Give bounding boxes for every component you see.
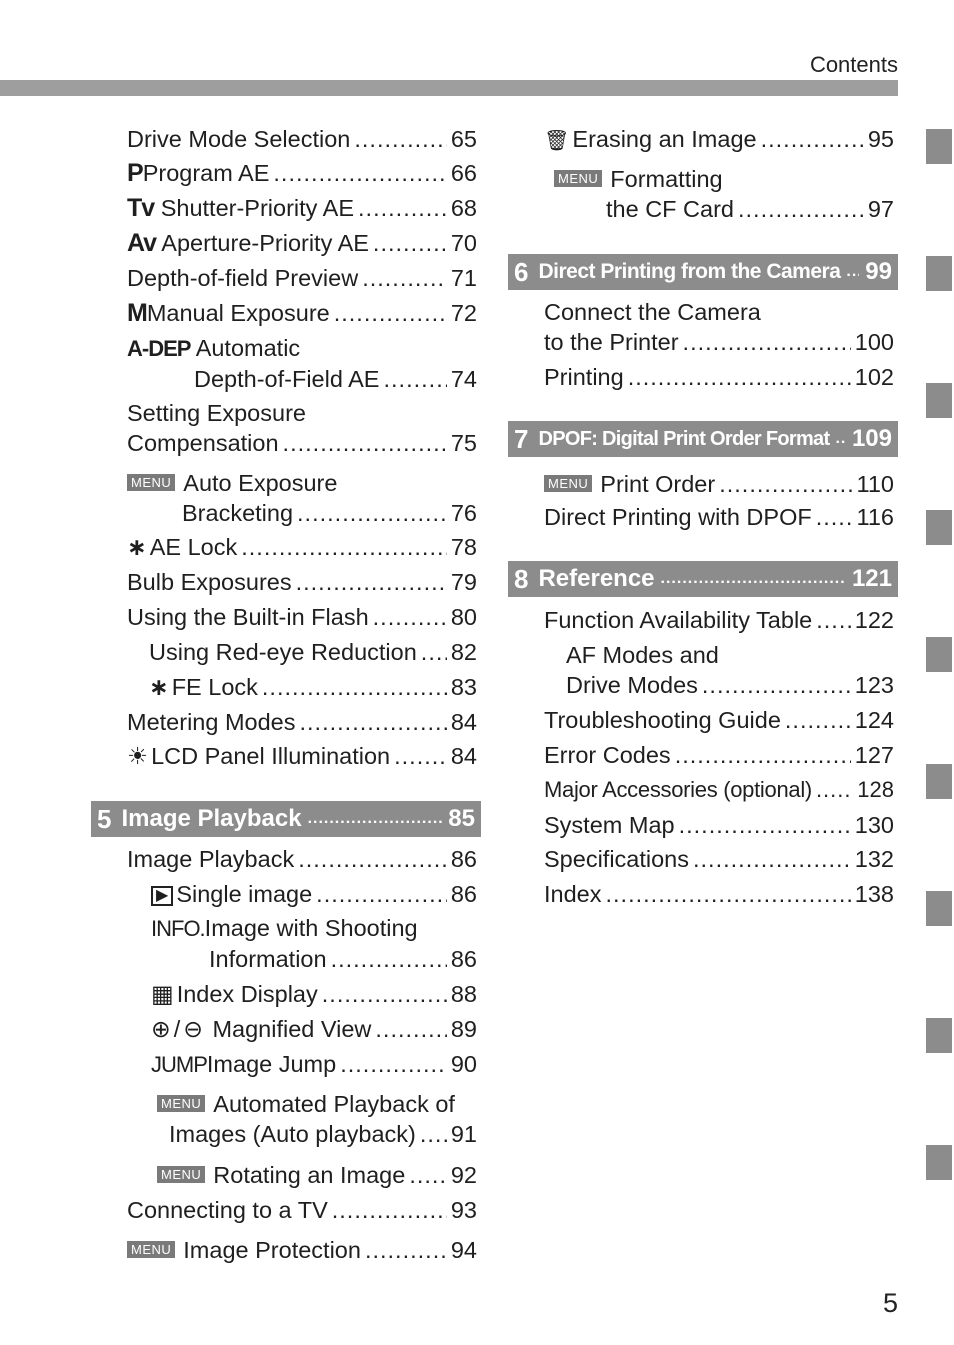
toc-entry[interactable]: Tv Shutter-Priority AE ..... 68 — [127, 193, 477, 223]
zoom-out-icon: ⊖ — [183, 1016, 203, 1042]
toc-entry[interactable]: Troubleshooting Guide ..... 124 — [544, 705, 894, 735]
toc-entry[interactable]: ∗ FE Lock ..... 83 — [127, 672, 477, 702]
toc-entry[interactable]: Bulb Exposures ..... 79 — [127, 567, 477, 597]
thumb-tab — [926, 1018, 952, 1053]
toc-entry[interactable]: AF Modes and Drive Modes ..... 123 — [544, 640, 894, 700]
toc-entry[interactable]: Depth-of-field Preview ..... 71 — [127, 263, 477, 293]
thumb-tab — [926, 510, 952, 545]
jump-icon: JUMP — [151, 1052, 207, 1077]
toc-entry[interactable]: MENU Rotating an Image ..... 92 — [127, 1160, 477, 1190]
toc-entry[interactable]: Image Playback ..... 86 — [127, 844, 477, 874]
info-icon: INFO. — [151, 916, 205, 941]
toc-entry[interactable]: PProgram AE ..... 66 — [127, 158, 477, 188]
toc-entry[interactable]: ⊕ / ⊖ Magnified View ..... 89 — [127, 1014, 477, 1044]
toc-entry[interactable]: A-DEP Automatic Depth-of-Field AE ..... 74 — [127, 333, 477, 394]
toc-entry[interactable]: Function Availability Table ..... 122 — [544, 605, 894, 635]
thumb-tab — [926, 129, 952, 164]
manual-mode-icon: M — [127, 299, 147, 327]
menu-icon: MENU — [554, 170, 602, 187]
toc-entry[interactable]: Index ..... 138 — [544, 879, 894, 909]
section-header-8[interactable]: 8 Reference ..... 121 — [508, 561, 898, 597]
running-header: Contents — [809, 52, 898, 77]
toc-entry[interactable]: MENU Automated Playback of Images (Auto playback) ..... 91 — [127, 1089, 477, 1149]
menu-icon: MENU — [157, 1095, 205, 1112]
toc-entry[interactable]: Drive Mode Selection ..... 65 — [127, 124, 477, 154]
toc-entry[interactable]: Printing ..... 102 — [544, 362, 894, 392]
toc-entry[interactable]: Setting Exposure Compensation ..... 75 — [127, 398, 477, 458]
menu-icon: MENU — [157, 1166, 205, 1183]
thumb-tab — [926, 1145, 952, 1180]
a-dep-mode-icon: A-DEP — [127, 336, 191, 361]
thumb-index-tabs — [924, 0, 954, 1345]
toc-entry[interactable]: MENU Print Order ..... 110 — [544, 469, 894, 499]
toc-entry[interactable]: System Map ..... 130 — [544, 810, 894, 840]
section-header-5[interactable]: 5 Image Playback ..... 85 — [91, 801, 481, 837]
toc-entry[interactable]: Using Red-eye Reduction ..... 82 — [127, 637, 477, 667]
thumb-tab — [926, 383, 952, 418]
toc-entry[interactable]: Direct Printing with DPOF ..... 116 — [544, 502, 894, 532]
aperture-priority-icon: Av — [127, 229, 157, 257]
lcd-illumination-icon: ☀ — [127, 743, 149, 769]
shutter-priority-icon: Tv — [127, 194, 155, 222]
toc-entry[interactable]: MENU Formatting the CF Card ..... 97 — [544, 164, 894, 224]
menu-icon: MENU — [127, 1241, 175, 1258]
toc-entry[interactable]: JUMPImage Jump ..... 90 — [127, 1049, 477, 1080]
program-mode-icon: P — [127, 159, 143, 187]
toc-entry[interactable]: Major Accessories (optional) ..... 128 — [544, 775, 894, 805]
toc-entry[interactable]: ▦ Index Display ..... 88 — [127, 979, 477, 1010]
section-header-7[interactable]: 7 DPOF: Digital Print Order Format ..... 109 — [508, 421, 898, 457]
menu-icon: MENU — [544, 475, 592, 492]
toc-entry[interactable]: ▶ Single image ..... 86 — [127, 879, 477, 909]
thumb-tab — [926, 637, 952, 672]
section-header-6[interactable]: 6 Direct Printing from the Camera ..... 99 — [508, 254, 898, 290]
index-display-icon: ▦ — [151, 981, 174, 1008]
toc-entry[interactable]: Metering Modes ..... 84 — [127, 707, 477, 737]
thumb-tab — [926, 256, 952, 291]
toc-entry[interactable]: Specifications ..... 132 — [544, 844, 894, 874]
toc-entry[interactable]: MManual Exposure ..... 72 — [127, 298, 477, 328]
toc-entry[interactable]: ☀ LCD Panel Illumination ..... 84 — [127, 741, 477, 771]
toc-entry[interactable]: MENU Auto Exposure Bracketing ..... 76 — [127, 468, 477, 528]
zoom-in-icon: ⊕ — [151, 1016, 171, 1042]
toc-entry[interactable]: Using the Built-in Flash ..... 80 — [127, 602, 477, 632]
menu-icon: MENU — [127, 474, 175, 491]
thumb-tab — [926, 764, 952, 799]
toc-entry[interactable]: 🗑 Erasing an Image ..... 95 — [544, 124, 894, 156]
toc-entry[interactable]: INFO.Image with Shooting Information ..... 86 — [127, 913, 477, 974]
trash-icon: 🗑 — [544, 130, 570, 152]
toc-entry[interactable]: Error Codes ..... 127 — [544, 740, 894, 770]
toc-entry[interactable]: Connect the Camera to the Printer ..... 100 — [544, 297, 894, 357]
thumb-tab — [926, 891, 952, 926]
header-rule — [0, 80, 898, 96]
toc-entry[interactable]: MENU Image Protection ..... 94 — [127, 1235, 477, 1265]
toc-entry[interactable]: Av Aperture-Priority AE ..... 70 — [127, 228, 477, 258]
fe-lock-icon: ∗ — [149, 674, 169, 700]
toc-entry[interactable]: Connecting to a TV ..... 93 — [127, 1195, 477, 1225]
playback-icon: ▶ — [151, 886, 173, 906]
toc-entry[interactable]: ∗ AE Lock ..... 78 — [127, 532, 477, 562]
ae-lock-icon: ∗ — [127, 534, 147, 560]
page-number: 5 — [882, 1288, 898, 1318]
